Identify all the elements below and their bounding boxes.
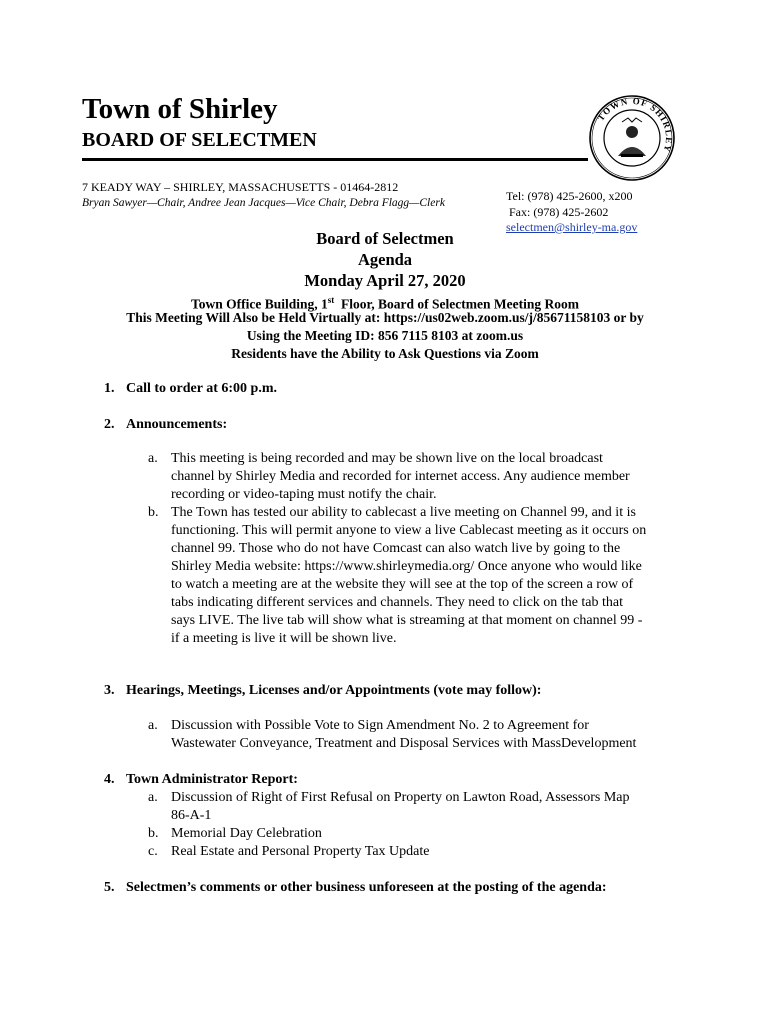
agenda-item-announcements: 2. Announcements: [104, 417, 228, 432]
meeting-date: Monday April 27, 2020 [304, 271, 466, 290]
meeting-title: Board of Selectmen [316, 229, 454, 248]
seal-text: TOWN OF SHIRLEY [595, 95, 675, 155]
agenda-item-selectmen-comments: 5. Selectmen’s comments or other business unforeseen at the posting of the agenda: [104, 880, 607, 895]
phone-number: Tel: (978) 425-2600, x200 [506, 189, 633, 203]
meeting-id: Using the Meeting ID: 856 7115 8103 at zoom.us [246, 328, 524, 343]
town-address: 7 KEADY WAY – SHIRLEY, MASSACHUSETTS - 01464-2812 [82, 180, 399, 194]
fax-number: Fax: (978) 425-2602 [509, 204, 609, 219]
meeting-subtitle: Agenda [357, 250, 413, 269]
residents-note: Residents have the Ability to Ask Questions via Zoom [231, 346, 539, 361]
meeting-location: Town Office Building, 1st Floor, Board of Selectmen Meeting Room [191, 295, 579, 312]
board-officials: Bryan Sawyer—Chair, Andree Jean Jacques—Vice Chair, Debra Flagg—Clerk [82, 197, 445, 209]
agenda-item-administrator-report: 4. Town Administrator Report: [104, 772, 298, 787]
town-seal-icon [588, 94, 676, 182]
board-title: BOARD OF SELECTMEN [82, 129, 317, 151]
town-title: Town of Shirley [82, 93, 278, 125]
agenda-item-call-to-order: 1. Call to order at 6:00 p.m. [104, 381, 277, 396]
virtual-meeting-link: This Meeting Will Also be Held Virtually at: https://us02web.zoom.us/j/85671158103 or by [126, 310, 644, 325]
header-divider [82, 158, 588, 161]
agenda-item-hearings: 3. Hearings, Meetings, Licenses and/or Appointments (vote may follow): [104, 683, 542, 698]
email-link[interactable]: selectmen@shirley-ma.gov [506, 220, 638, 234]
